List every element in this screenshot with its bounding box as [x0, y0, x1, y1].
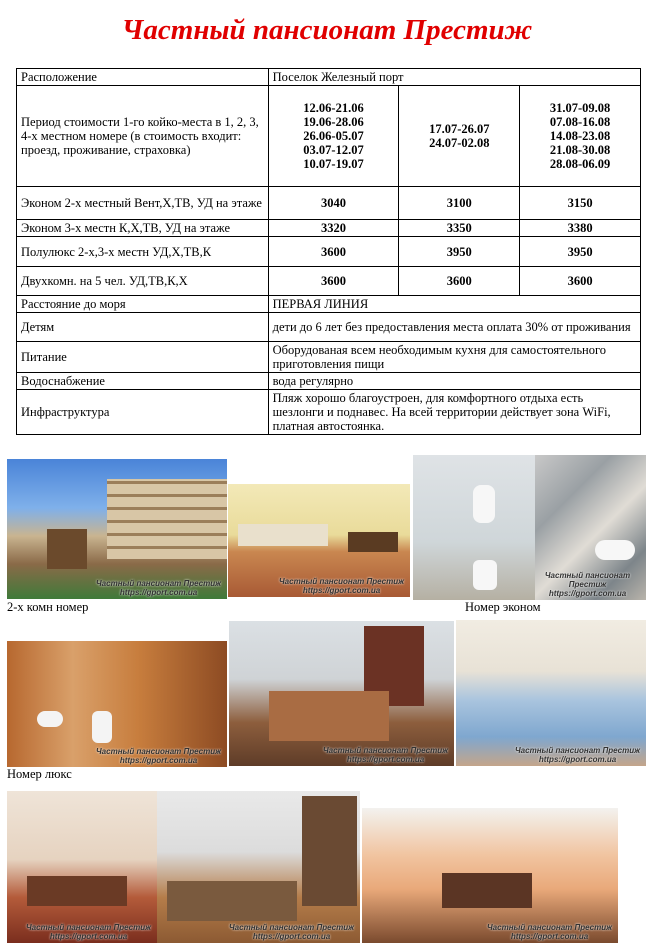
photo-watermark: Частный пансионат Престиж https://gport.com.ua: [229, 923, 354, 941]
location-label: Расположение: [17, 69, 269, 86]
period-col-3: 31.07-09.08 07.08-16.08 14.08-23.08 21.08-30.08 28.08-06.09: [520, 86, 641, 187]
photo-room-beds: [456, 620, 646, 766]
caption-economy: Номер эконом: [465, 600, 541, 614]
table-row: Питание Оборудованая всем необходимым кухня для самостоятельного приготовления пищи: [17, 342, 641, 373]
photo-watermark: Частный пансионат Престиж https://gport.com.ua: [96, 579, 221, 597]
table-row: Двухкомн. на 5 чел. УД,ТВ,К,Х 3600 3600 3600: [17, 267, 641, 296]
photo-watermark: Частный пансионат Престиж https://gport.com.ua: [323, 746, 448, 764]
photo-watermark: Частный пансионат Престиж https://gport.com.ua: [544, 571, 631, 598]
photo-watermark: Частный пансионат Престиж https://gport.com.ua: [96, 747, 221, 765]
table-row: Инфраструктура Пляж хорошо благоустроен, для комфортного отдыха есть шезлонги и поднавес. На всей территории действует зона WiFi, платная автостоянка.: [17, 390, 641, 435]
photo-bathroom-wood: [7, 641, 227, 767]
photo-watermark: Частный пансионат Престиж https://gport.com.ua: [515, 746, 640, 764]
photo-lux-room-1: [7, 791, 157, 943]
photo-lux-room-3: [362, 808, 618, 943]
table-row: Полулюкс 2-х,3-х местн УД,Х,ТВ,К 3600 3950 3950: [17, 237, 641, 267]
photo-lux-room-2: [157, 791, 360, 943]
table-row: Эконом 2-х местный Вент,Х,ТВ, УД на этаже 3040 3100 3150: [17, 187, 641, 220]
price-table: [16, 68, 641, 435]
location-value: Поселок Железный порт: [268, 69, 640, 86]
caption-two-room: 2-х комн номер: [7, 600, 89, 614]
photo-bathroom-tiles: [535, 455, 646, 600]
period-label: Период стоимости 1-го койко-места в 1, 2, 3, 4-х местном номере (в стоимость входит: проезд, проживание, страховка): [17, 86, 269, 187]
table-row: Расстояние до моря ПЕРВАЯ ЛИНИЯ: [17, 296, 641, 313]
photo-room-double-bed: [229, 621, 454, 766]
photo-watermark: Частный пансионат Престиж https://gport.com.ua: [279, 577, 404, 595]
page-title: Частный пансионат Престиж: [121, 14, 533, 46]
photo-kitchen: [228, 484, 410, 597]
table-row: Детям дети до 6 лет без предоставления места оплата 30% от проживания: [17, 313, 641, 342]
table-row: Водоснабжение вода регулярно: [17, 373, 641, 390]
caption-lux: Номер люкс: [7, 767, 72, 781]
period-col-2: 17.07-26.07 24.07-02.08: [399, 86, 520, 187]
photo-building-exterior: [7, 459, 227, 599]
photo-watermark: Частный пансионат Престиж https://gport.com.ua: [26, 923, 151, 941]
table-row: Эконом 3-х местн К,Х,ТВ, УД на этаже 3320 3350 3380: [17, 220, 641, 237]
photo-bathroom-shower: [413, 455, 535, 600]
photo-watermark: Частный пансионат Престиж https://gport.com.ua: [487, 923, 612, 941]
period-col-1: 12.06-21.06 19.06-28.06 26.06-05.07 03.07-12.07 10.07-19.07: [268, 86, 399, 187]
